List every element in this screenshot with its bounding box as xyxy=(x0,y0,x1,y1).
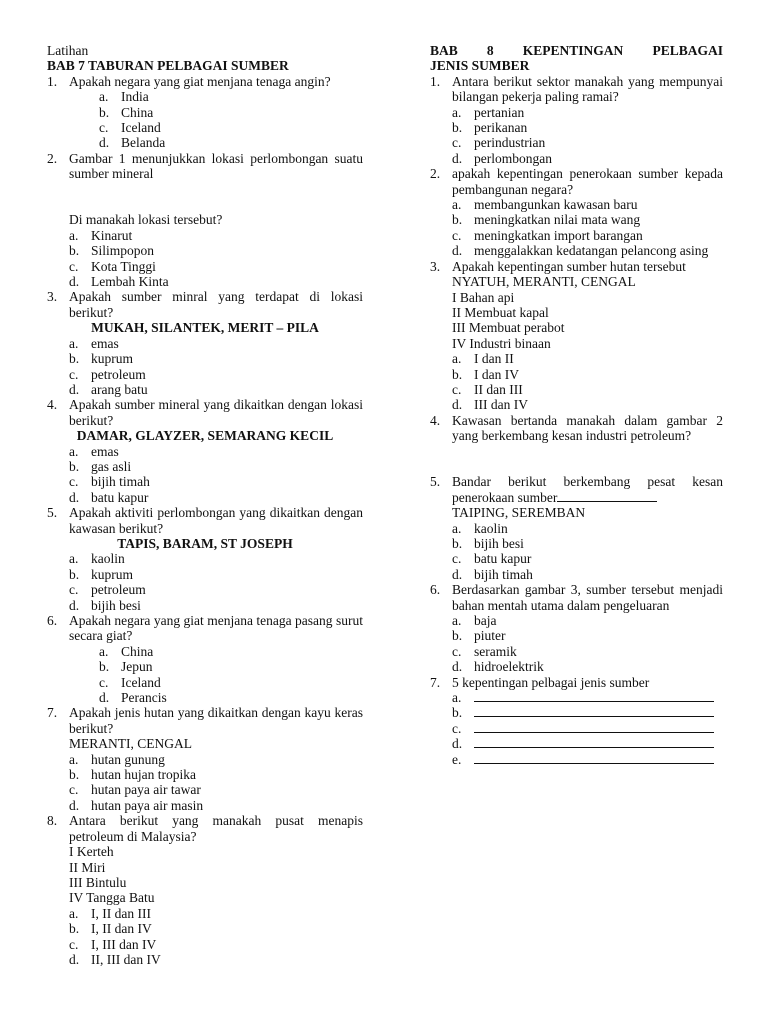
option[interactable]: d. Lembah Kinta xyxy=(69,274,169,290)
option[interactable]: c. I, III dan IV xyxy=(69,936,157,952)
location-list: TAPIS, BARAM, ST JOSEPH xyxy=(117,535,293,551)
question-number: 8. xyxy=(47,813,58,829)
question-text: Apakah kepentingan sumber hutan tersebut xyxy=(452,258,686,274)
statement-item: IV Tangga Batu xyxy=(69,890,155,906)
option[interactable]: a. hutan gunung xyxy=(69,751,165,767)
option[interactable]: c. Iceland xyxy=(99,674,161,690)
question-7 xyxy=(47,705,363,736)
statement-item: IV Industri binaan xyxy=(452,335,551,351)
option[interactable]: d. menggalakkan kedatangan pelancong asing xyxy=(452,243,709,259)
question-text: apakah kepentingan penerokaan sumber kepada pembangunan negara? xyxy=(452,166,723,197)
question-text: Apakah aktiviti perlombongan yang dikaitkan dengan kawasan berikut? xyxy=(69,505,363,536)
answer-blank[interactable] xyxy=(474,705,714,717)
question-text: Bandar berikut berkembang pesat kesan penerokaan sumber xyxy=(452,474,723,505)
option[interactable]: b. hutan hujan tropika xyxy=(69,767,196,783)
option[interactable]: a. baja xyxy=(452,613,497,628)
option[interactable]: c. Iceland xyxy=(99,120,161,136)
answer-line[interactable]: e. xyxy=(430,752,723,767)
question-number: 6. xyxy=(47,613,58,628)
location-list: MERANTI, CENGAL xyxy=(69,736,192,752)
statement-item: III Bintulu xyxy=(69,874,127,890)
question-number: 3. xyxy=(47,289,58,305)
option[interactable]: a. emas xyxy=(69,443,119,459)
question-2 xyxy=(47,151,363,182)
option[interactable]: d. hidroelektrik xyxy=(452,659,544,675)
statement-item: I Kerteh xyxy=(69,844,114,860)
option[interactable]: b. Jepun xyxy=(99,659,153,675)
question-text: Antara berikut yang manakah pusat menapis petroleum di Malaysia? xyxy=(69,813,363,844)
option[interactable]: b. kuprum xyxy=(69,351,133,367)
question-number: 5. xyxy=(430,474,441,490)
question-number: 2. xyxy=(430,166,441,182)
question-2 xyxy=(430,166,723,197)
option[interactable]: b. kuprum xyxy=(69,566,133,582)
option[interactable]: b. I, II dan IV xyxy=(69,921,152,937)
option[interactable]: a. India xyxy=(99,89,149,105)
question-text: 5 kepentingan pelbagai jenis sumber xyxy=(452,674,650,690)
option[interactable]: c. seramik xyxy=(452,643,517,659)
question-number: 1. xyxy=(47,73,58,89)
option[interactable]: a. Kinarut xyxy=(69,227,133,243)
option[interactable]: d. hutan paya air masin xyxy=(69,797,204,813)
option[interactable]: b. I dan IV xyxy=(452,366,519,382)
answer-line[interactable]: a. xyxy=(430,690,723,705)
question-text: Apakah jenis hutan yang dikaitkan dengan kayu keras berikut? xyxy=(69,705,363,736)
question-number: 1. xyxy=(430,73,441,89)
question-4 xyxy=(47,397,363,428)
option[interactable]: a. emas xyxy=(69,335,119,351)
answer-blank[interactable] xyxy=(474,752,714,764)
question-6 xyxy=(430,582,723,613)
question-text: Gambar 1 menunjukkan lokasi perlombongan suatu sumber mineral xyxy=(69,150,363,182)
option[interactable]: b. meningkatkan nilai mata wang xyxy=(452,212,641,228)
option[interactable]: d. II, III dan IV xyxy=(69,951,161,967)
option[interactable]: a. kaolin xyxy=(69,551,125,567)
chapter-7-title: BAB 7 TABURAN PELBAGAI SUMBER xyxy=(47,58,289,74)
option[interactable]: c. Kota Tinggi xyxy=(69,258,156,274)
answer-line[interactable]: c. xyxy=(430,721,723,736)
answer-line[interactable]: d. xyxy=(430,736,723,751)
option[interactable]: c. perindustrian xyxy=(452,135,546,151)
chapter-8-title-line2: JENIS SUMBER xyxy=(430,58,530,74)
question-text: Apakah negara yang giat menjana tenaga angin? xyxy=(69,73,331,89)
option[interactable]: a. China xyxy=(99,643,154,659)
option[interactable]: b. bijih besi xyxy=(452,535,524,551)
question-5 xyxy=(47,505,363,536)
option[interactable]: c. meningkatkan import barangan xyxy=(452,227,643,243)
option[interactable]: c. batu kapur xyxy=(452,551,532,567)
question-number: 3. xyxy=(430,258,441,274)
answer-blank[interactable] xyxy=(474,736,714,748)
option[interactable]: d. perlombongan xyxy=(452,150,552,166)
option[interactable]: d. arang batu xyxy=(69,381,148,397)
answer-blank[interactable] xyxy=(557,490,657,502)
question-number: 7. xyxy=(47,705,58,721)
question-number: 4. xyxy=(47,397,58,413)
question-number: 6. xyxy=(430,582,441,598)
option[interactable]: c. hutan paya air tawar xyxy=(69,782,201,798)
option[interactable]: b. Silimpopon xyxy=(69,243,155,259)
option[interactable]: a. kaolin xyxy=(452,520,508,536)
option[interactable]: c. bijih timah xyxy=(69,474,150,490)
option[interactable]: b. perikanan xyxy=(452,120,528,136)
option[interactable]: d. Perancis xyxy=(99,690,167,706)
left-column xyxy=(47,43,363,967)
image-placeholder xyxy=(430,444,723,459)
statement-item: III Membuat perabot xyxy=(452,320,565,336)
option[interactable]: c. petroleum xyxy=(69,582,146,598)
question-3 xyxy=(430,259,723,274)
location-list: NYATUH, MERANTI, CENGAL xyxy=(452,274,636,290)
option[interactable]: d. bijih besi xyxy=(69,597,141,613)
location-list: TAIPING, SEREMBAN xyxy=(452,505,586,521)
question-text: Kawasan bertanda manakah dalam gambar 2 yang berkembang kesan industri petroleum? xyxy=(452,412,723,444)
location-list: DAMAR, GLAYZER, SEMARANG KECIL xyxy=(76,428,334,444)
option[interactable]: d. III dan IV xyxy=(452,397,528,413)
question-number: 4. xyxy=(430,412,441,428)
location-list: MUKAH, SILANTEK, MERIT – PILA xyxy=(91,320,319,336)
question-1 xyxy=(430,74,723,105)
question-number: 2. xyxy=(47,150,58,166)
question-text: Apakah sumber minral yang terdapat di lokasi berikut? xyxy=(69,289,363,320)
option[interactable]: a. membangunkan kawasan baru xyxy=(452,197,638,213)
question-text: Antara berikut sektor manakah yang mempunyai bilangan pekerja paling ramai? xyxy=(452,73,723,105)
option[interactable]: d. Belanda xyxy=(99,135,166,151)
option[interactable]: d. bijih timah xyxy=(452,566,533,582)
question-text: Berdasarkan gambar 3, sumber tersebut menjadi bahan mentah utama dalam pengeluaran xyxy=(452,582,723,613)
question-6 xyxy=(47,613,363,644)
question-8 xyxy=(47,813,363,844)
question-number: 5. xyxy=(47,505,58,521)
question-3 xyxy=(47,289,363,320)
option[interactable]: a. I, II dan III xyxy=(69,905,151,921)
statement-item: I Bahan api xyxy=(452,289,515,305)
latihan-label: Latihan xyxy=(47,43,89,58)
answer-line[interactable]: b. xyxy=(430,705,723,720)
option[interactable]: b. piuter xyxy=(452,628,506,644)
option[interactable]: b. China xyxy=(99,104,154,120)
chapter-8-title: BAB 8 KEPENTINGAN PELBAGAI xyxy=(430,43,723,58)
question-5 xyxy=(430,474,723,505)
image-placeholder xyxy=(47,182,363,197)
question-number: 7. xyxy=(430,674,441,690)
right-column xyxy=(430,43,723,767)
question-text: Apakah sumber mineral yang dikaitkan dengan lokasi berikut? xyxy=(69,397,363,428)
option[interactable]: a. I dan II xyxy=(452,351,514,367)
option[interactable]: b. gas asli xyxy=(69,458,132,474)
statement-item: II Membuat kapal xyxy=(452,304,549,320)
question-7 xyxy=(430,675,723,690)
answer-blank[interactable] xyxy=(474,721,714,733)
option[interactable]: a. pertanian xyxy=(452,104,525,120)
option[interactable]: d. batu kapur xyxy=(69,489,149,505)
question-text: Apakah negara yang giat menjana tenaga pasang surut secara giat? xyxy=(69,613,363,644)
statement-item: II Miri xyxy=(69,859,106,875)
question-1 xyxy=(47,74,363,89)
question-subtext: Di manakah lokasi tersebut? xyxy=(69,212,223,228)
option[interactable]: c. II dan III xyxy=(452,381,523,397)
question-4 xyxy=(430,413,723,444)
option[interactable]: c. petroleum xyxy=(69,366,146,382)
answer-blank[interactable] xyxy=(474,690,714,702)
